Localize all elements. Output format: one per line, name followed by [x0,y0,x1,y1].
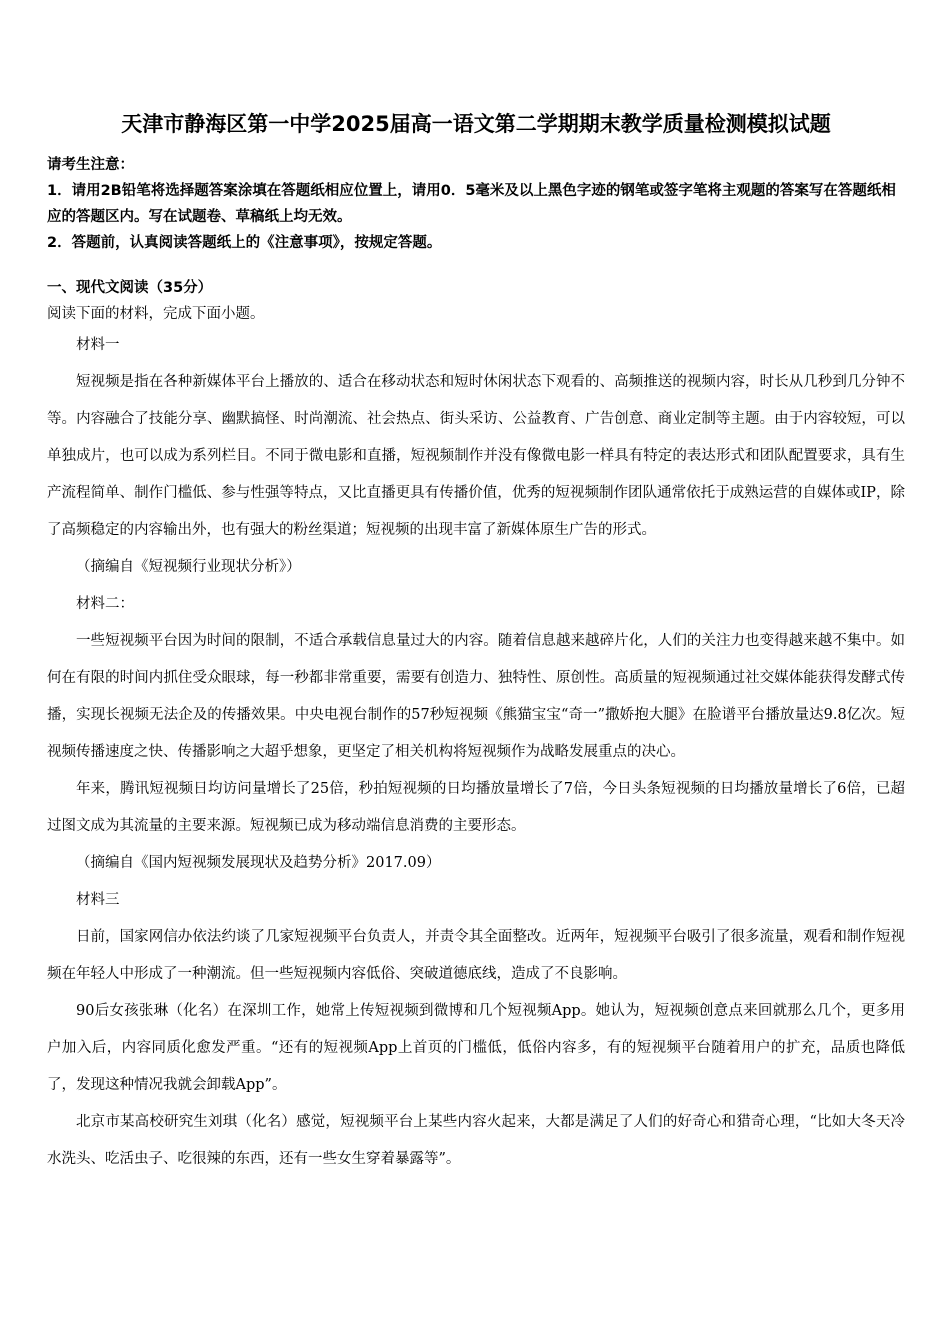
section-heading-reading: 一、现代文阅读（35分） [47,280,213,296]
notice-item-2: 2．答题前，认真阅读答题纸上的《注意事项》，按规定答题。 [47,235,442,251]
material1-paragraph: 短视频是指在各种新媒体平台上播放的、适合在移动状态和短时休闲状态下观看的、高频推送的视频内容，时长从几秒到几分钟不等。内容融合了技能分享、幽默搞怪、时尚潮流、社会热点、街头采访、公益教育、广告创意、商业定制等主题。由于内容较短，可以单独成片，也可以成为系列栏目。不同于微电影和直播，短视频制作并没有像微电影一样具有特定的表达形式和团队配置要求，具有生产流程简单、制作门槛低、参与性强等特点，又比直播更具有传播价值，优秀的短视频制作团队通常依托于成熟运营的自媒体或IP，除了高频稳定的内容输出外，也有强大的粉丝渠道；短视频的出现丰富了新媒体原生广告的形式。 [47,374,905,538]
material3-paragraph-2: 90后女孩张琳（化名）在深圳工作，她常上传短视频到微博和几个短视频App。她认为，短视频创意点来回就那么几个，更多用户加入后，内容同质化愈发严重。“还有的短视频App上首页的门槛低，低俗内容多，有的短视频平台随着用户的扩充，品质也降低了，发现这种情况我就会卸载App”。 [47,1003,905,1093]
exam-page [47,108,905,1178]
document-title: 天津市静海区第一中学2025届高一语文第二学期期末教学质量检测模拟试题 [121,112,831,136]
material3-paragraph-1: 日前，国家网信办依法约谈了几家短视频平台负责人，并责令其全面整改。近两年，短视频平台吸引了很多流量，观看和制作短视频在年轻人中形成了一种潮流。但一些短视频内容低俗、突破道德底线，造成了不良影响。 [47,929,905,982]
reading-materials [47,301,905,1178]
material1-source: （摘编自《短视频行业现状分析》） [76,559,301,575]
material3-label: 材料三 [76,892,120,908]
material3-paragraph-3: 北京市某高校研究生刘琪（化名）感觉，短视频平台上某些内容火起来，大都是满足了人们的好奇心和猎奇心理，“比如大冬天冷水洗头、吃活虫子、吃很辣的东西，还有一些女生穿着暴露等”。 [47,1114,905,1167]
notice-heading: 请考生注意： [47,157,134,173]
material2-label: 材料二： [76,596,134,612]
notice-item-1: 1．请用2B铅笔将选择题答案涂填在答题纸相应位置上，请用0．5毫米及以上黑色字迹的钢笔或签字笔将主观题的答案写在答题纸相应的答题区内。写在试题卷、草稿纸上均无效。 [47,183,896,225]
exam-notice [47,152,905,256]
material2-paragraph-2: 年来，腾讯短视频日均访问量增长了25倍，秒拍短视频的日均播放量增长了7倍，今日头条短视频的日均播放量增长了6倍，已超过图文成为其流量的主要来源。短视频已成为移动端信息消费的主要形态。 [47,781,905,834]
material1-label: 材料一 [76,337,120,353]
section-intro: 阅读下面的材料，完成下面小题。 [47,306,265,322]
material2-paragraph-1: 一些短视频平台因为时间的限制，不适合承载信息量过大的内容。随着信息越来越碎片化，人们的关注力也变得越来越不集中。如何在有限的时间内抓住受众眼球，每一秒都非常重要，需要有创造力、独特性、原创性。高质量的短视频通过社交媒体能获得发酵式传播，实现长视频无法企及的传播效果。中央电视台制作的57秒短视频《熊猫宝宝“奇一”撒娇抱大腿》在脸谱平台播放量达9.8亿次。短视频传播速度之快、传播影响之大超乎想象，更坚定了相关机构将短视频作为战略发展重点的决心。 [47,633,905,760]
material2-source: （摘编自《国内短视频发展现状及趋势分析》2017.09） [76,855,441,871]
